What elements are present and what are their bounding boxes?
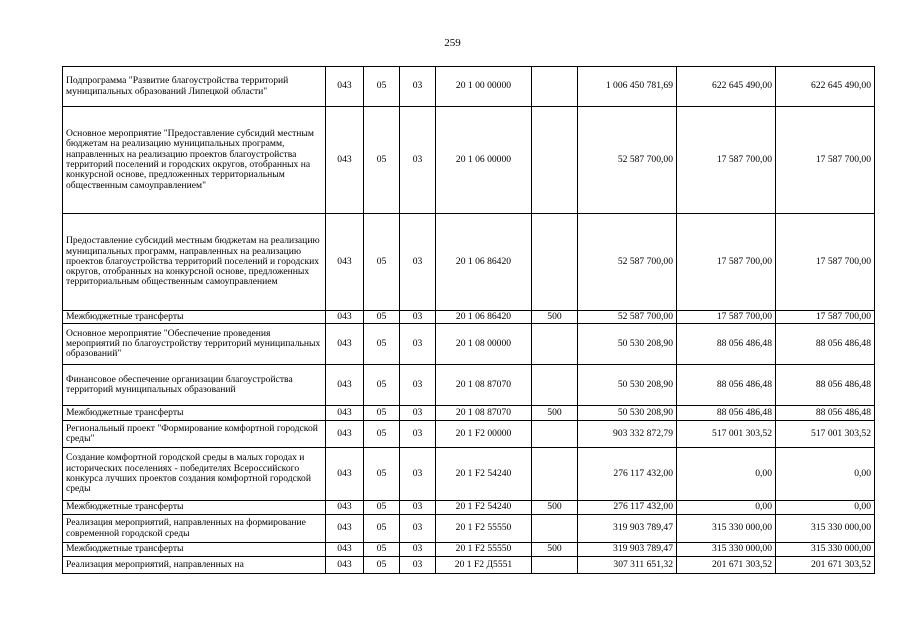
cell-target-article: 20 1 06 86420 [436,214,532,311]
cell-expense-type: 500 [532,311,578,324]
cell-amount-year3: 17 587 700,00 [776,311,875,324]
cell-subsection: 03 [400,448,436,501]
cell-amount-year3: 315 330 000,00 [776,543,875,557]
cell-subsection: 03 [400,406,436,421]
cell-amount-year2: 517 001 303,52 [677,421,776,448]
table-row [63,365,875,406]
cell-amount-year3: 17 587 700,00 [776,107,875,214]
cell-expense-type [532,214,578,311]
table-body [63,67,875,574]
cell-target-article: 20 1 08 87070 [436,406,532,421]
cell-target-article: 20 1 F2 55550 [436,515,532,543]
cell-amount-year3: 315 330 000,00 [776,515,875,543]
cell-ministry: 043 [326,107,364,214]
cell-section: 05 [364,406,400,421]
cell-subsection: 03 [400,214,436,311]
cell-amount-year2: 17 587 700,00 [677,311,776,324]
cell-target-article: 20 1 F2 54240 [436,501,532,515]
cell-name: Межбюджетные трансферты [63,543,326,557]
cell-section: 05 [364,67,400,107]
cell-name: Реализация мероприятий, направленных на [63,557,326,574]
cell-target-article: 20 1 06 86420 [436,311,532,324]
cell-expense-type [532,324,578,365]
cell-amount-year3: 88 056 486,48 [776,365,875,406]
cell-amount-year2: 0,00 [677,501,776,515]
cell-ministry: 043 [326,67,364,107]
cell-amount-year3: 517 001 303,52 [776,421,875,448]
cell-subsection: 03 [400,543,436,557]
cell-amount-year3: 0,00 [776,501,875,515]
cell-amount-year1: 52 587 700,00 [578,107,677,214]
cell-subsection: 03 [400,107,436,214]
cell-name: Межбюджетные трансферты [63,406,326,421]
cell-name: Создание комфортной городской среды в малых городах и исторических поселениях - победителях Всероссийского конкурса лучших проектов создания комфортной городской среды [63,448,326,501]
cell-name: Подпрограмма "Развитие благоустройства территорий муниципальных образований Липецкой области" [63,67,326,107]
cell-ministry: 043 [326,324,364,365]
table-row [63,448,875,501]
cell-ministry: 043 [326,515,364,543]
table-row [63,543,875,557]
cell-ministry: 043 [326,214,364,311]
cell-subsection: 03 [400,67,436,107]
cell-subsection: 03 [400,365,436,406]
table-row [63,501,875,515]
cell-amount-year2: 88 056 486,48 [677,324,776,365]
cell-expense-type [532,365,578,406]
cell-target-article: 20 1 08 87070 [436,365,532,406]
cell-amount-year1: 903 332 872,79 [578,421,677,448]
cell-subsection: 03 [400,501,436,515]
cell-target-article: 20 1 F2 00000 [436,421,532,448]
cell-section: 05 [364,501,400,515]
cell-name: Основное мероприятие "Обеспечение проведения мероприятий по благоустройству территорий муниципальных образований" [63,324,326,365]
cell-amount-year3: 201 671 303,52 [776,557,875,574]
cell-ministry: 043 [326,365,364,406]
cell-amount-year1: 1 006 450 781,69 [578,67,677,107]
cell-name: Межбюджетные трансферты [63,311,326,324]
cell-amount-year3: 622 645 490,00 [776,67,875,107]
cell-amount-year1: 319 903 789,47 [578,515,677,543]
cell-section: 05 [364,311,400,324]
cell-ministry: 043 [326,311,364,324]
cell-subsection: 03 [400,324,436,365]
cell-amount-year2: 88 056 486,48 [677,406,776,421]
cell-target-article: 20 1 F2 Д5551 [436,557,532,574]
cell-section: 05 [364,448,400,501]
cell-ministry: 043 [326,421,364,448]
cell-target-article: 20 1 00 00000 [436,67,532,107]
cell-name: Финансовое обеспечение организации благоустройства территорий муниципальных образований [63,365,326,406]
cell-target-article: 20 1 06 00000 [436,107,532,214]
cell-ministry: 043 [326,448,364,501]
table-row [63,324,875,365]
cell-amount-year1: 50 530 208,90 [578,406,677,421]
cell-section: 05 [364,557,400,574]
table-row [63,421,875,448]
cell-amount-year1: 50 530 208,90 [578,365,677,406]
cell-section: 05 [364,107,400,214]
cell-amount-year2: 0,00 [677,448,776,501]
cell-amount-year1: 276 117 432,00 [578,501,677,515]
cell-name: Основное мероприятие "Предоставление субсидий местным бюджетам на реализацию муниципальных программ, направленных на реализацию проектов благоустройства территорий поселений и городских округов, отобранных на конкурсной основе, предложенных территориальным общественным самоуправлением" [63,107,326,214]
cell-section: 05 [364,214,400,311]
cell-ministry: 043 [326,543,364,557]
cell-section: 05 [364,543,400,557]
cell-amount-year2: 622 645 490,00 [677,67,776,107]
cell-amount-year2: 315 330 000,00 [677,543,776,557]
cell-expense-type [532,557,578,574]
cell-expense-type [532,107,578,214]
table-row [63,67,875,107]
cell-subsection: 03 [400,515,436,543]
cell-amount-year2: 88 056 486,48 [677,365,776,406]
cell-name: Реализация мероприятий, направленных на формирование современной городской среды [63,515,326,543]
cell-name: Региональный проект "Формирование комфортной городской среды" [63,421,326,448]
table-row [63,214,875,311]
cell-expense-type [532,421,578,448]
table-row [63,406,875,421]
cell-target-article: 20 1 08 00000 [436,324,532,365]
cell-amount-year1: 52 587 700,00 [578,214,677,311]
table-row [63,515,875,543]
cell-ministry: 043 [326,501,364,515]
cell-target-article: 20 1 F2 54240 [436,448,532,501]
cell-amount-year1: 307 311 651,32 [578,557,677,574]
cell-expense-type [532,67,578,107]
cell-amount-year2: 315 330 000,00 [677,515,776,543]
cell-expense-type: 500 [532,501,578,515]
cell-ministry: 043 [326,557,364,574]
cell-expense-type [532,448,578,501]
cell-amount-year1: 319 903 789,47 [578,543,677,557]
cell-amount-year2: 17 587 700,00 [677,214,776,311]
table-row [63,557,875,574]
cell-amount-year1: 50 530 208,90 [578,324,677,365]
cell-subsection: 03 [400,557,436,574]
cell-section: 05 [364,515,400,543]
cell-amount-year2: 17 587 700,00 [677,107,776,214]
cell-subsection: 03 [400,421,436,448]
cell-section: 05 [364,365,400,406]
cell-amount-year3: 0,00 [776,448,875,501]
cell-expense-type: 500 [532,543,578,557]
cell-target-article: 20 1 F2 55550 [436,543,532,557]
table-row [63,311,875,324]
cell-expense-type: 500 [532,406,578,421]
cell-name: Предоставление субсидий местным бюджетам на реализацию муниципальных программ, направленных на реализацию проектов благоустройства территорий поселений и городских округов, отобранных на конкурсной основе, предложенных территориальным общественным самоуправлением [63,214,326,311]
cell-amount-year1: 276 117 432,00 [578,448,677,501]
cell-expense-type [532,515,578,543]
cell-section: 05 [364,324,400,365]
cell-amount-year3: 88 056 486,48 [776,406,875,421]
cell-subsection: 03 [400,311,436,324]
cell-name: Межбюджетные трансферты [63,501,326,515]
cell-amount-year3: 88 056 486,48 [776,324,875,365]
budget-table [62,66,875,574]
cell-amount-year3: 17 587 700,00 [776,214,875,311]
table-row [63,107,875,214]
cell-amount-year2: 201 671 303,52 [677,557,776,574]
cell-section: 05 [364,421,400,448]
cell-ministry: 043 [326,406,364,421]
cell-amount-year1: 52 587 700,00 [578,311,677,324]
page-number: 259 [444,37,461,49]
